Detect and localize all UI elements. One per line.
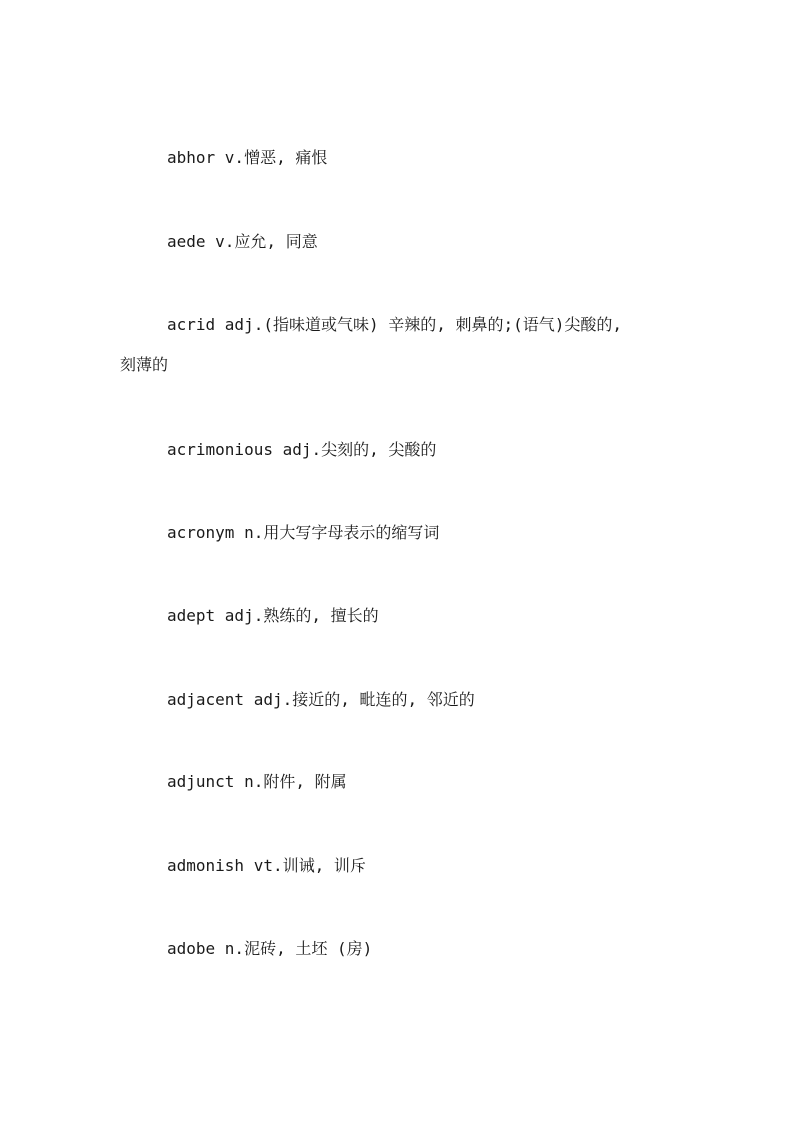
entry-text: acrimonious adj.尖刻的, 尖酸的 bbox=[167, 440, 437, 459]
vocab-entry-adobe bbox=[120, 929, 680, 969]
vocab-entry-aede bbox=[120, 222, 680, 262]
entry-text: adjacent adj.接近的, 毗连的, 邻近的 bbox=[167, 690, 475, 709]
entry-text: acrid adj.(指味道或气味) 辛辣的, 刺鼻的;(语气)尖酸的, bbox=[167, 315, 623, 334]
entry-text: acronym n.用大写字母表示的缩写词 bbox=[167, 523, 440, 542]
vocab-entry-acrid bbox=[120, 305, 680, 385]
vocab-entry-abhor bbox=[120, 138, 680, 178]
vocab-entry-adept bbox=[120, 596, 680, 636]
entry-text: adept adj.熟练的, 擅长的 bbox=[167, 606, 379, 625]
entry-continuation: 刻薄的 bbox=[120, 355, 169, 374]
vocab-entry-adjunct bbox=[120, 762, 680, 802]
vocab-entry-acronym bbox=[120, 513, 680, 553]
vocab-entry-adjacent bbox=[120, 680, 680, 720]
vocab-entry-acrimonious bbox=[120, 430, 680, 470]
vocab-entry-admonish bbox=[120, 846, 680, 886]
entry-text: abhor v.憎恶, 痛恨 bbox=[167, 148, 328, 167]
entry-text: admonish vt.训诫, 训斥 bbox=[167, 856, 366, 875]
entry-text: adobe n.泥砖, 土坯 (房) bbox=[167, 939, 373, 958]
entry-text: aede v.应允, 同意 bbox=[167, 232, 318, 251]
entry-text: adjunct n.附件, 附属 bbox=[167, 772, 347, 791]
